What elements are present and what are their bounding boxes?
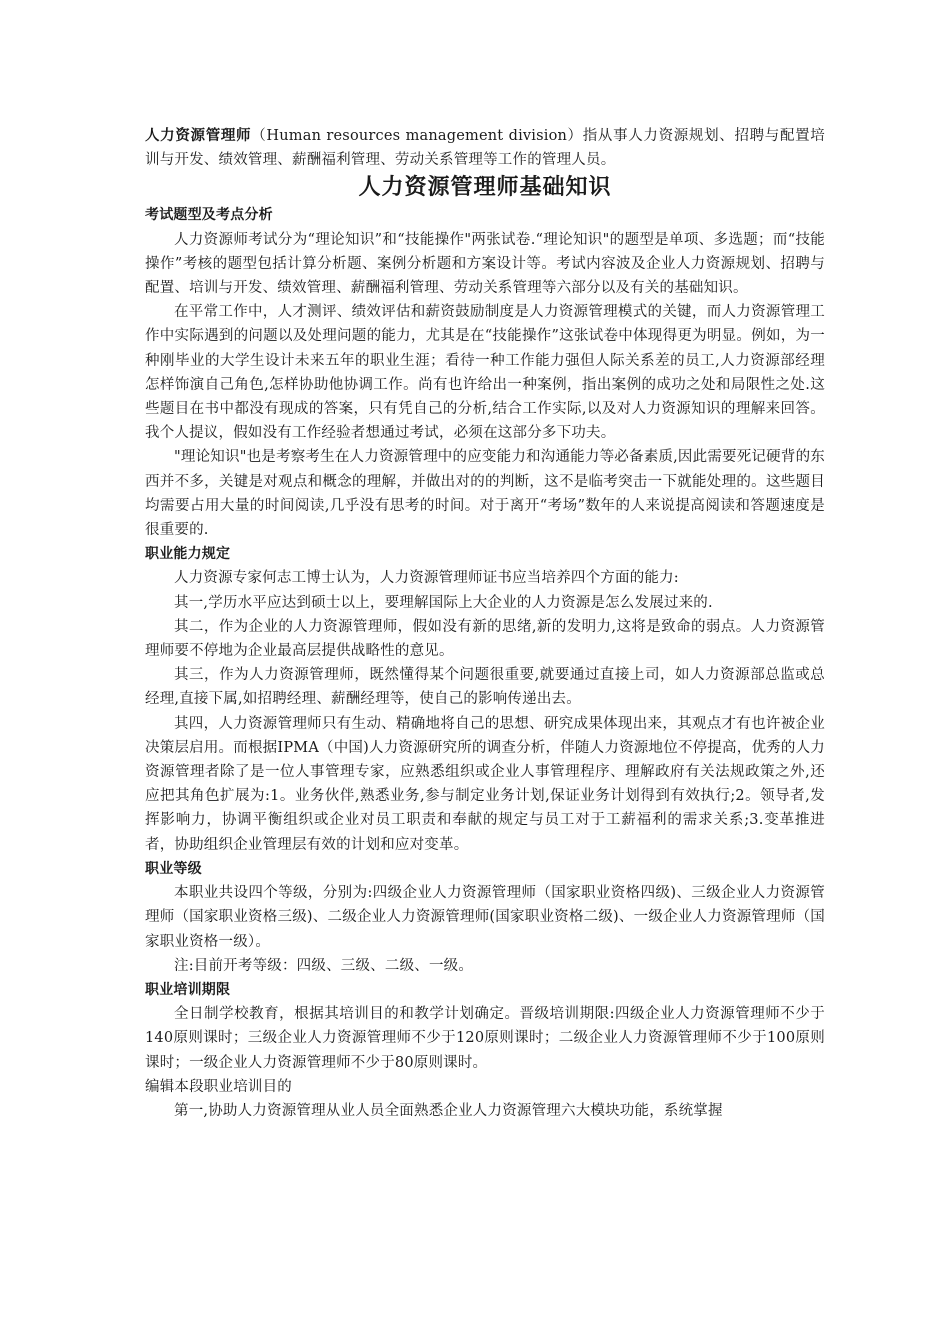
paragraph: 其二，作为企业的人力资源管理师，假如没有新的思绪,新的发明力,这将是致命的弱点。人力资源管理师要不停地为企业最高层提供战略性的意见。: [145, 618, 825, 660]
paragraph: 在平常工作中，人才测评、绩效评估和薪资鼓励制度是人力资源管理模式的关键，而人力资源管理工作中实际遇到的问题以及处理问题的能力，尤其是在“技能操作”这张试卷中体现得更为明显。例如，为一种刚毕业的大学生设计未来五年的职业生涯；看待一种工作能力强但人际关系差的员工,人力资源部经理怎样饰演自己角色,怎样协助他协调工作。尚有也许给出一种案例，指出案例的成功之处和局限性之处.这些题目在书中都没有现成的答案，只有凭自己的分析,结合工作实际,以及对人力资源知识的理解来回答。我个人提议，假如没有工作经验者想通过考试，必须在这部分多下功夫。: [145, 304, 825, 442]
paragraph: 其三，作为人力资源管理师，既然懂得某个问题很重要,就要通过直接上司，如人力资源部总监或总经理,直接下属,如招聘经理、薪酬经理等，使自己的影响传递出去。: [145, 667, 825, 708]
intro-text: （Human resources management division）指从事人力资源规划、招聘与配置培训与开发、绩效管理、薪酬福利管理、劳动关系管理等工作的管理人员。: [145, 128, 826, 169]
document-title: 人力资源管理师基础知识: [358, 175, 612, 201]
paragraph: 人力资源师考试分为“理论知识”和“技能操作"两张试卷.“理论知识"的题型是单项、多选题；而“技能操作”考核的题型包括计算分析题、案例分析题和方案设计等。考试内容波及企业人力资源规划、招聘与配置、培训与开发、绩效管理、薪酬福利管理、劳动关系管理等六部分以及有关的基础知识。: [145, 231, 825, 297]
section-heading: 职业培训期限: [145, 981, 231, 998]
intro-term: 人力资源管理师: [145, 128, 252, 144]
section-competency: [145, 542, 825, 857]
section-exam-types: [145, 203, 825, 542]
subheading-training-purpose: 编辑本段职业培训目的: [145, 1078, 292, 1095]
section-training-period: [145, 978, 825, 1075]
paragraph: 注:目前开考等级：四级、三级、二级、一级。: [174, 957, 474, 974]
section-heading: 职业等级: [145, 860, 202, 877]
paragraph: 第一,协助人力资源管理从业人员全面熟悉企业人力资源管理六大模块功能，系统掌握: [174, 1102, 723, 1119]
intro-paragraph: [145, 124, 825, 172]
paragraph: 其四，人力资源管理师只有生动、精确地将自己的思想、研究成果体现出来，其观点才有也许被企业决策层启用。而根据IPMA（中国)人力资源研究所的调查分析，伴随人力资源地位不停提高，优秀的人力资源管理者除了是一位人事管理专家，应熟悉组织或企业人事管理程序、理解政府有关法规政策之外,还应把其角色扩展为:1。业务伙伴,熟悉业务,参与制定业务计划,保证业务计划得到有效执行;2。领导者,发挥影响力，协调平衡组织或企业对员工职责和奉献的规定与员工对于工薪福利的需求关系;3.变革推进者，协助组织企业管理层有效的计划和应对变革。: [145, 715, 825, 853]
paragraph: 本职业共设四个等级，分别为:四级企业人力资源管理师（国家职业资格四级)、三级企业人力资源管理师（国家职业资格三级)、二级企业人力资源管理师(国家职业资格二级)、一级企业人力资源管理师（国家职业资格一级）。: [145, 885, 825, 950]
paragraph: 其一,学历水平应达到硕士以上，要理解国际上大企业的人力资源是怎么发展过来的.: [174, 594, 713, 611]
paragraph: 人力资源专家何志工博士认为，人力资源管理师证书应当培养四个方面的能力:: [174, 570, 679, 587]
section-heading: 职业能力规定: [145, 546, 231, 563]
section-heading: 考试题型及考点分析: [145, 207, 273, 224]
paragraph: 全日制学校教育，根据其培训目的和教学计划确定。晋级培训期限:四级企业人力资源管理师不少于140原则课时；三级企业人力资源管理师不少于120原则课时；二级企业人力资源管理师不少于100原则课时；一级企业人力资源管理师不少于80原则课时。: [145, 1006, 825, 1071]
section-levels: [145, 857, 825, 978]
paragraph: "理论知识"也是考察考生在人力资源管理中的应变能力和沟通能力等必备素质,因此需要死记硬背的东西并不多，关键是对观点和概念的理解，并做出对的的判断，这不是临考突击一下就能处理的。这些题目均需要占用大量的时间阅读,几乎没有思考的时间。对于离开“考场”数年的人来说提高阅读和答题速度是很重要的.: [145, 449, 825, 539]
document-body: [145, 124, 825, 1123]
